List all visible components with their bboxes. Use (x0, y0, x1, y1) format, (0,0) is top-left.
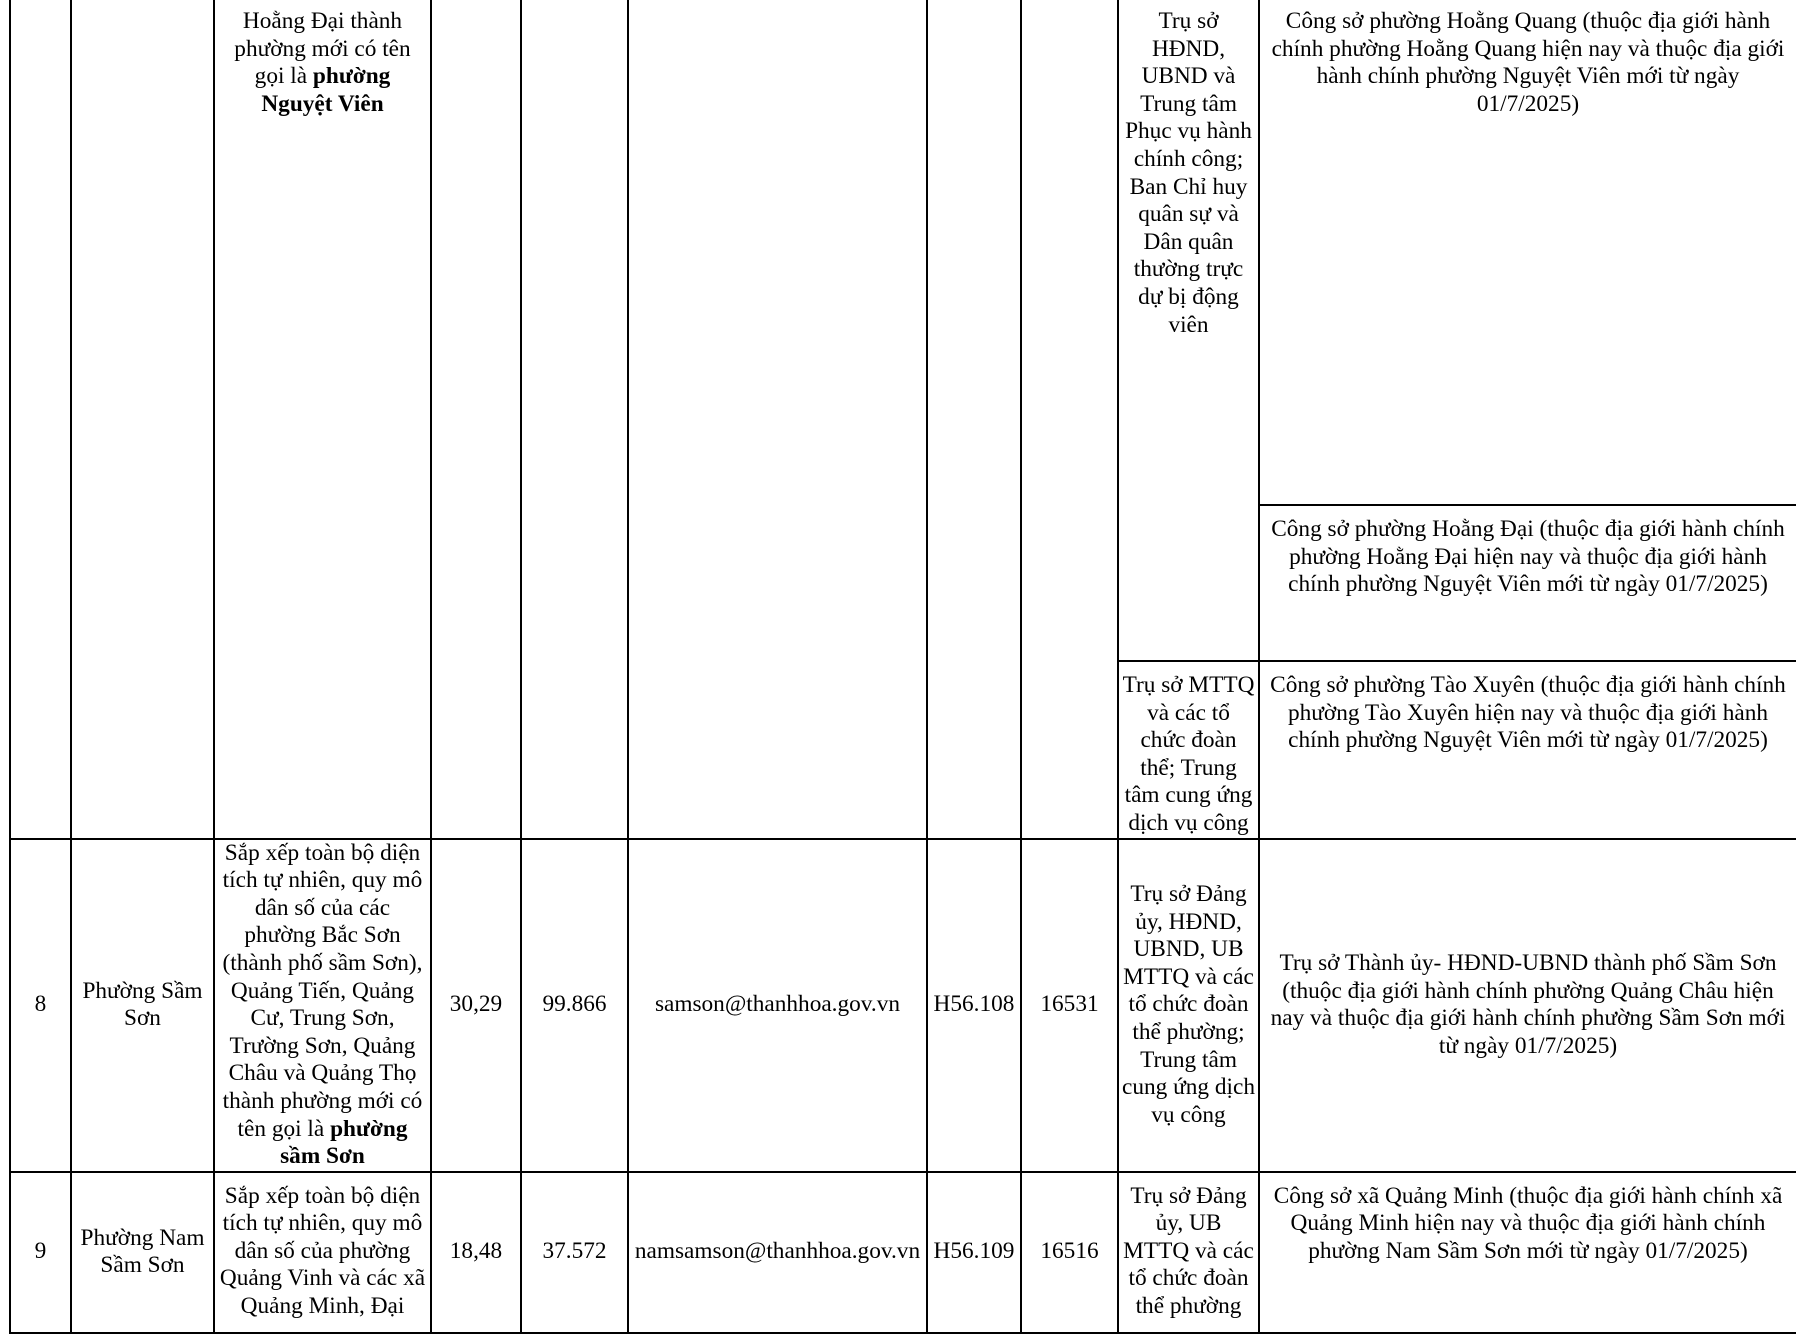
headquarters-location-cell: Công sở xã Quảng Minh (thuộc địa giới hành chính xã Quảng Minh hiện nay và thuộc địa giới hành chính phường Nam Sầm Sơn mới từ ngày 01/7/2025) (1259, 1172, 1796, 1333)
headquarters-type-cell: Trụ sở Đảng ủy, HĐND, UBND, UB MTTQ và các tổ chức đoàn thể phường; Trung tâm cung ứng dịch vụ công (1118, 839, 1259, 1172)
new-ward-name: phường Nguyệt Viên (261, 63, 391, 117)
headquarters-type-cell: Trụ sở Đảng ủy, UB MTTQ và các tổ chức đoàn thể phường (1118, 1172, 1259, 1333)
description-text: Sắp xếp toàn bộ diện tích tự nhiên, quy mô dân số của phường Quảng Vinh và các xã Quảng Minh, Đại (219, 1182, 426, 1320)
description-cell (214, 839, 431, 1172)
headquarters-location-cell: Trụ sở Thành ủy- HĐND-UBND thành phố Sầm Sơn (thuộc địa giới hành chính phường Quảng Châu hiện nay và thuộc địa giới hành chính phường Sầm Sơn mới từ ngày 01/7/2025) (1259, 839, 1796, 1172)
headquarters-location-cell: Công sở phường Tào Xuyên (thuộc địa giới hành chính phường Tào Xuyên hiện nay và thuộc địa giới hành chính phường Nguyệt Viên mới từ ngày 01/7/2025) (1259, 661, 1796, 839)
area-cell (431, 0, 521, 839)
headquarters-location-cell: Công sở phường Hoằng Quang (thuộc địa giới hành chính phường Hoằng Quang hiện nay và thuộc địa giới hành chính phường Nguyệt Viên mới từ ngày 01/7/2025) (1259, 0, 1796, 505)
email-cell: samson@thanhhoa.gov.vn (628, 839, 927, 1172)
population-cell (521, 0, 628, 839)
area-cell: 18,48 (431, 1172, 521, 1333)
headquarters-type-cell: Trụ sở MTTQ và các tổ chức đoàn thể; Trung tâm cung ứng dịch vụ công (1118, 661, 1259, 839)
stt-cell (10, 0, 71, 839)
postal-code-cell: 16531 (1021, 839, 1118, 1172)
headquarters-location-cell: Công sở phường Hoằng Đại (thuộc địa giới hành chính phường Hoằng Đại hiện nay và thuộc địa giới hành chính phường Nguyệt Viên mới từ ngày 01/7/2025) (1259, 505, 1796, 661)
description-text: Hoằng Đại thành phường mới có tên gọi là (234, 8, 411, 90)
admin-code-cell: H56.109 (927, 1172, 1021, 1333)
postal-code-cell (1021, 0, 1118, 839)
table-row (10, 839, 1796, 1172)
new-ward-name: phường sầm Sơn (280, 1115, 408, 1170)
table-row (10, 1172, 1796, 1333)
population-cell: 37.572 (521, 1172, 628, 1333)
stt-cell: 8 (10, 839, 71, 1172)
population-cell: 99.866 (521, 839, 628, 1172)
description-text: Sắp xếp toàn bộ diện tích tự nhiên, quy mô dân số của các phường Bắc Sơn (thành phố sầm Sơn), Quảng Tiến, Quảng Cư, Trung Sơn, Trường Sơn, Quảng Châu và Quảng Thọ thành phường mới có tên gọi là (222, 839, 423, 1142)
description-cell (214, 1172, 431, 1333)
email-cell: namsamson@thanhhoa.gov.vn (628, 1172, 927, 1333)
stt-cell: 9 (10, 1172, 71, 1333)
email-cell (628, 0, 927, 839)
table-row (10, 0, 1796, 505)
description-cell (214, 0, 431, 839)
ward-name-cell: Phường Nam Sầm Sơn (71, 1172, 214, 1333)
area-cell: 30,29 (431, 839, 521, 1172)
admin-code-cell: H56.108 (927, 839, 1021, 1172)
document-table (9, 0, 1796, 1334)
postal-code-cell: 16516 (1021, 1172, 1118, 1333)
headquarters-type-cell: Trụ sở HĐND, UBND và Trung tâm Phục vụ hành chính công; Ban Chỉ huy quân sự và Dân quân thường trực dự bị động viên (1118, 0, 1259, 661)
admin-code-cell (927, 0, 1021, 839)
ward-name-cell: Phường Sầm Sơn (71, 839, 214, 1172)
ward-name-cell (71, 0, 214, 839)
